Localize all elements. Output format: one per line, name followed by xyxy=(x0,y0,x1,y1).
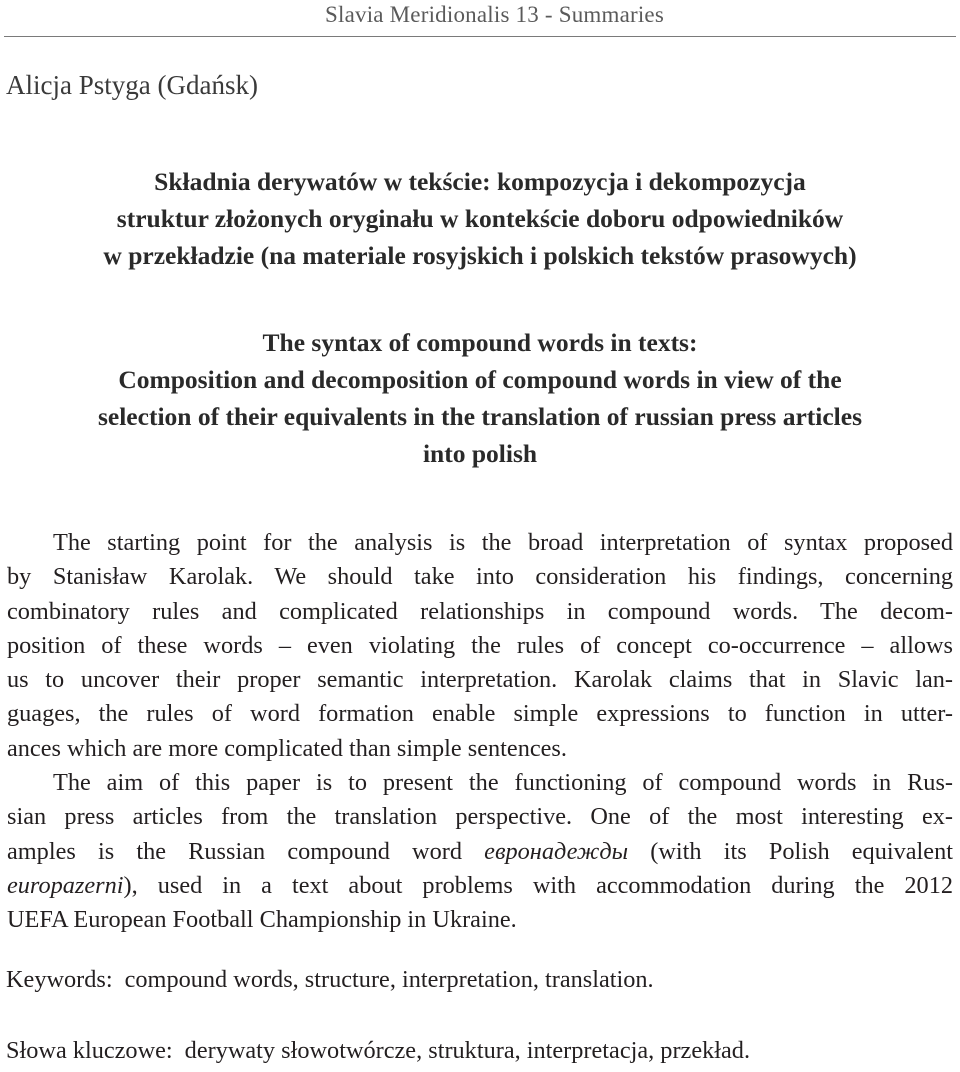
polish-term: europazerni xyxy=(7,871,124,899)
keywords-label: Keywords: xyxy=(6,966,113,993)
header-divider xyxy=(4,36,956,37)
slowa-kluczowe-label: Słowa kluczowe: xyxy=(6,1037,173,1064)
polish-title xyxy=(0,163,960,274)
english-title xyxy=(0,324,960,472)
paragraph-line: ances which are more complicated than simple sentences. xyxy=(7,734,567,762)
slowa-kluczowe-line xyxy=(6,1037,750,1065)
polish-title-line: w przekładzie (na materiale rosyjskich i polskich tekstów prasowych) xyxy=(103,241,857,270)
author-name: Alicja Pstyga (Gdańsk) xyxy=(6,70,258,100)
polish-title-line: Składnia derywatów w tekście: kompozycja i dekompozycja xyxy=(154,167,806,196)
russian-term: евронадежды xyxy=(484,837,629,865)
english-title-line: into polish xyxy=(422,439,538,468)
keywords-text: compound words, structure, interpretation, translation. xyxy=(124,966,654,993)
paragraph-line xyxy=(7,869,953,903)
english-title-line: The syntax of compound words in texts: xyxy=(262,328,698,357)
paragraph-text: amples is the Russian compound word xyxy=(7,837,485,865)
paragraph-line: position of these words – even violating the rules of concept co-occurrence – allows xyxy=(7,631,953,659)
keywords-line xyxy=(6,966,654,994)
polish-title-line: struktur złożonych oryginału w kontekście doboru odpowiedników xyxy=(116,204,844,233)
paragraph-line: by Stanisław Karolak. We should take into consideration his findings, concerning xyxy=(7,563,953,591)
summary-paragraph-1 xyxy=(7,526,953,766)
slowa-kluczowe-text: derywaty słowotwórcze, struktura, interpretacja, przekład. xyxy=(184,1037,751,1064)
paragraph-text: (with its Polish equivalent xyxy=(628,837,953,865)
summary-body xyxy=(7,526,953,938)
paragraph-line: combinatory rules and complicated relationships in compound words. The decom- xyxy=(7,597,953,625)
paragraph-line: guages, the rules of word formation enable simple expressions to function in utter- xyxy=(7,700,953,728)
paragraph-line: The aim of this paper is to present the functioning of compound words in Rus- xyxy=(53,769,953,797)
paragraph-line: The starting point for the analysis is the broad interpretation of syntax proposed xyxy=(53,529,953,556)
paragraph-line: us to uncover their proper semantic interpretation. Karolak claims that in Slavic lan- xyxy=(7,666,953,694)
english-title-line: selection of their equivalents in the translation of russian press articles xyxy=(97,402,863,431)
paragraph-line: sian press articles from the translation perspective. One of the most interesting ex- xyxy=(7,803,953,831)
running-header: Slavia Meridionalis 13 - Summaries xyxy=(325,2,664,27)
paragraph-line xyxy=(7,835,953,869)
paragraph-line: UEFA European Football Championship in Ukraine. xyxy=(7,906,517,934)
paragraph-text: ), used in a text about problems with accommodation during the 2012 xyxy=(123,871,953,899)
summary-paragraph-2 xyxy=(7,766,953,937)
english-title-line: Composition and decomposition of compound words in view of the xyxy=(118,365,842,394)
